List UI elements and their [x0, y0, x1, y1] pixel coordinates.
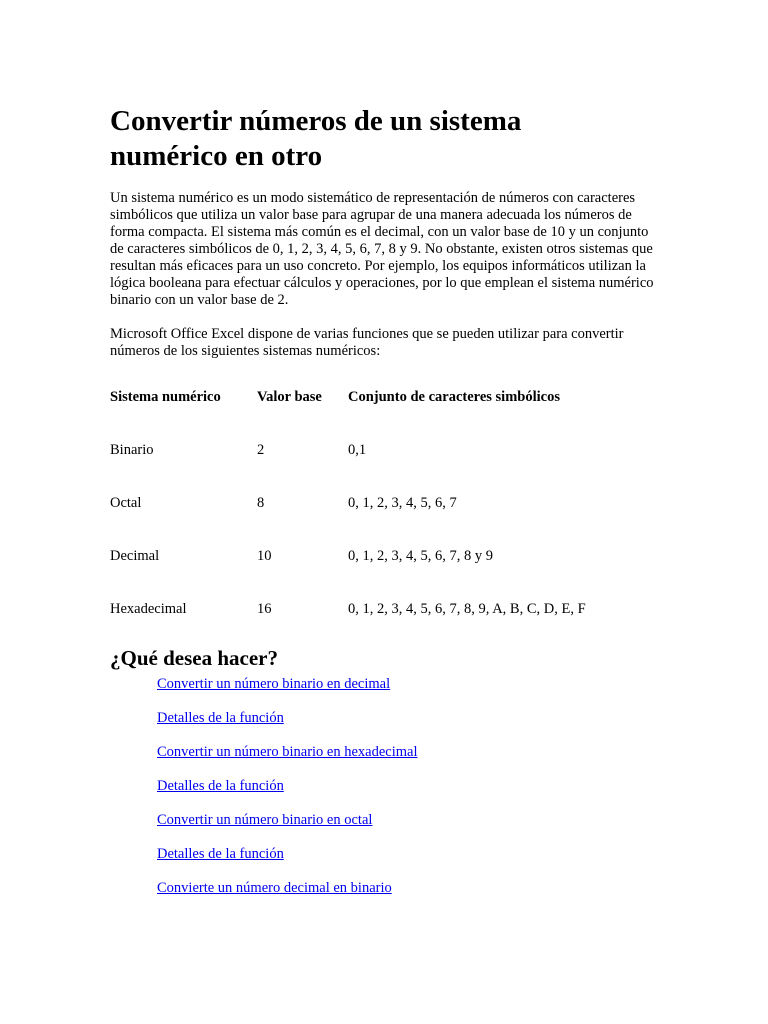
number-systems-table — [110, 389, 662, 618]
link-binary-to-octal[interactable]: Convertir un número binario en octal — [157, 812, 373, 828]
cell-system: Binario — [110, 442, 154, 458]
list-item — [157, 811, 662, 845]
cell-charset: 0,1 — [348, 442, 367, 458]
section-heading: ¿Qué desea hacer? — [110, 646, 278, 670]
list-item — [157, 879, 662, 913]
link-binary-to-hexadecimal[interactable]: Convertir un número binario en hexadecimal — [157, 744, 418, 760]
cell-base: 2 — [257, 442, 265, 458]
intro-paragraph: Un sistema numérico es un modo sistemático de representación de números con caracteres simbólicos que utiliza un valor base para agrupar de una manera adecuada los números de forma compacta. El sistema más común es el decimal, con un valor base de 10 y un conjunto de caracteres simbólicos de 0, 1, 2, 3, 4, 5, 6, 7, 8 y 9. No obstante, existen otros sistemas que resultan más eficaces para un uso concreto. Por ejemplo, los equipos informáticos utilizan la lógica booleana para efectuar cálculos y operaciones, por lo que emplean el sistema numérico binario con un valor base de 2. — [110, 190, 654, 308]
list-item — [157, 675, 662, 709]
table-row — [110, 406, 662, 459]
cell-system: Decimal — [110, 548, 160, 564]
table-row — [110, 512, 662, 565]
table-row — [110, 565, 662, 618]
document-page — [110, 104, 662, 913]
table-row — [110, 459, 662, 512]
cell-system: Octal — [110, 495, 142, 511]
link-function-details[interactable]: Detalles de la función — [157, 710, 284, 726]
list-item — [157, 845, 662, 879]
cell-base: 10 — [257, 548, 272, 564]
cell-charset: 0, 1, 2, 3, 4, 5, 6, 7 — [348, 495, 457, 511]
table-header-row — [110, 389, 662, 406]
list-item — [157, 709, 662, 743]
task-link-list — [157, 675, 662, 913]
page-title: Convertir números de un sistema numérico en otro — [110, 105, 522, 172]
list-item — [157, 743, 662, 777]
cell-charset: 0, 1, 2, 3, 4, 5, 6, 7, 8, 9, A, B, C, D, E, F — [348, 601, 586, 617]
link-function-details[interactable]: Detalles de la función — [157, 778, 284, 794]
header-base: Valor base — [257, 389, 322, 405]
cell-base: 8 — [257, 495, 265, 511]
header-system: Sistema numérico — [110, 389, 221, 405]
link-decimal-to-binary[interactable]: Convierte un número decimal en binario — [157, 880, 392, 896]
list-item — [157, 777, 662, 811]
cell-base: 16 — [257, 601, 272, 617]
excel-functions-paragraph: Microsoft Office Excel dispone de varias funciones que se pueden utilizar para convertir números de los siguientes sistemas numéricos: — [110, 326, 624, 359]
header-charset: Conjunto de caracteres simbólicos — [348, 389, 560, 405]
link-binary-to-decimal[interactable]: Convertir un número binario en decimal — [157, 676, 391, 692]
cell-system: Hexadecimal — [110, 601, 187, 617]
cell-charset: 0, 1, 2, 3, 4, 5, 6, 7, 8 y 9 — [348, 548, 493, 564]
link-function-details[interactable]: Detalles de la función — [157, 846, 284, 862]
